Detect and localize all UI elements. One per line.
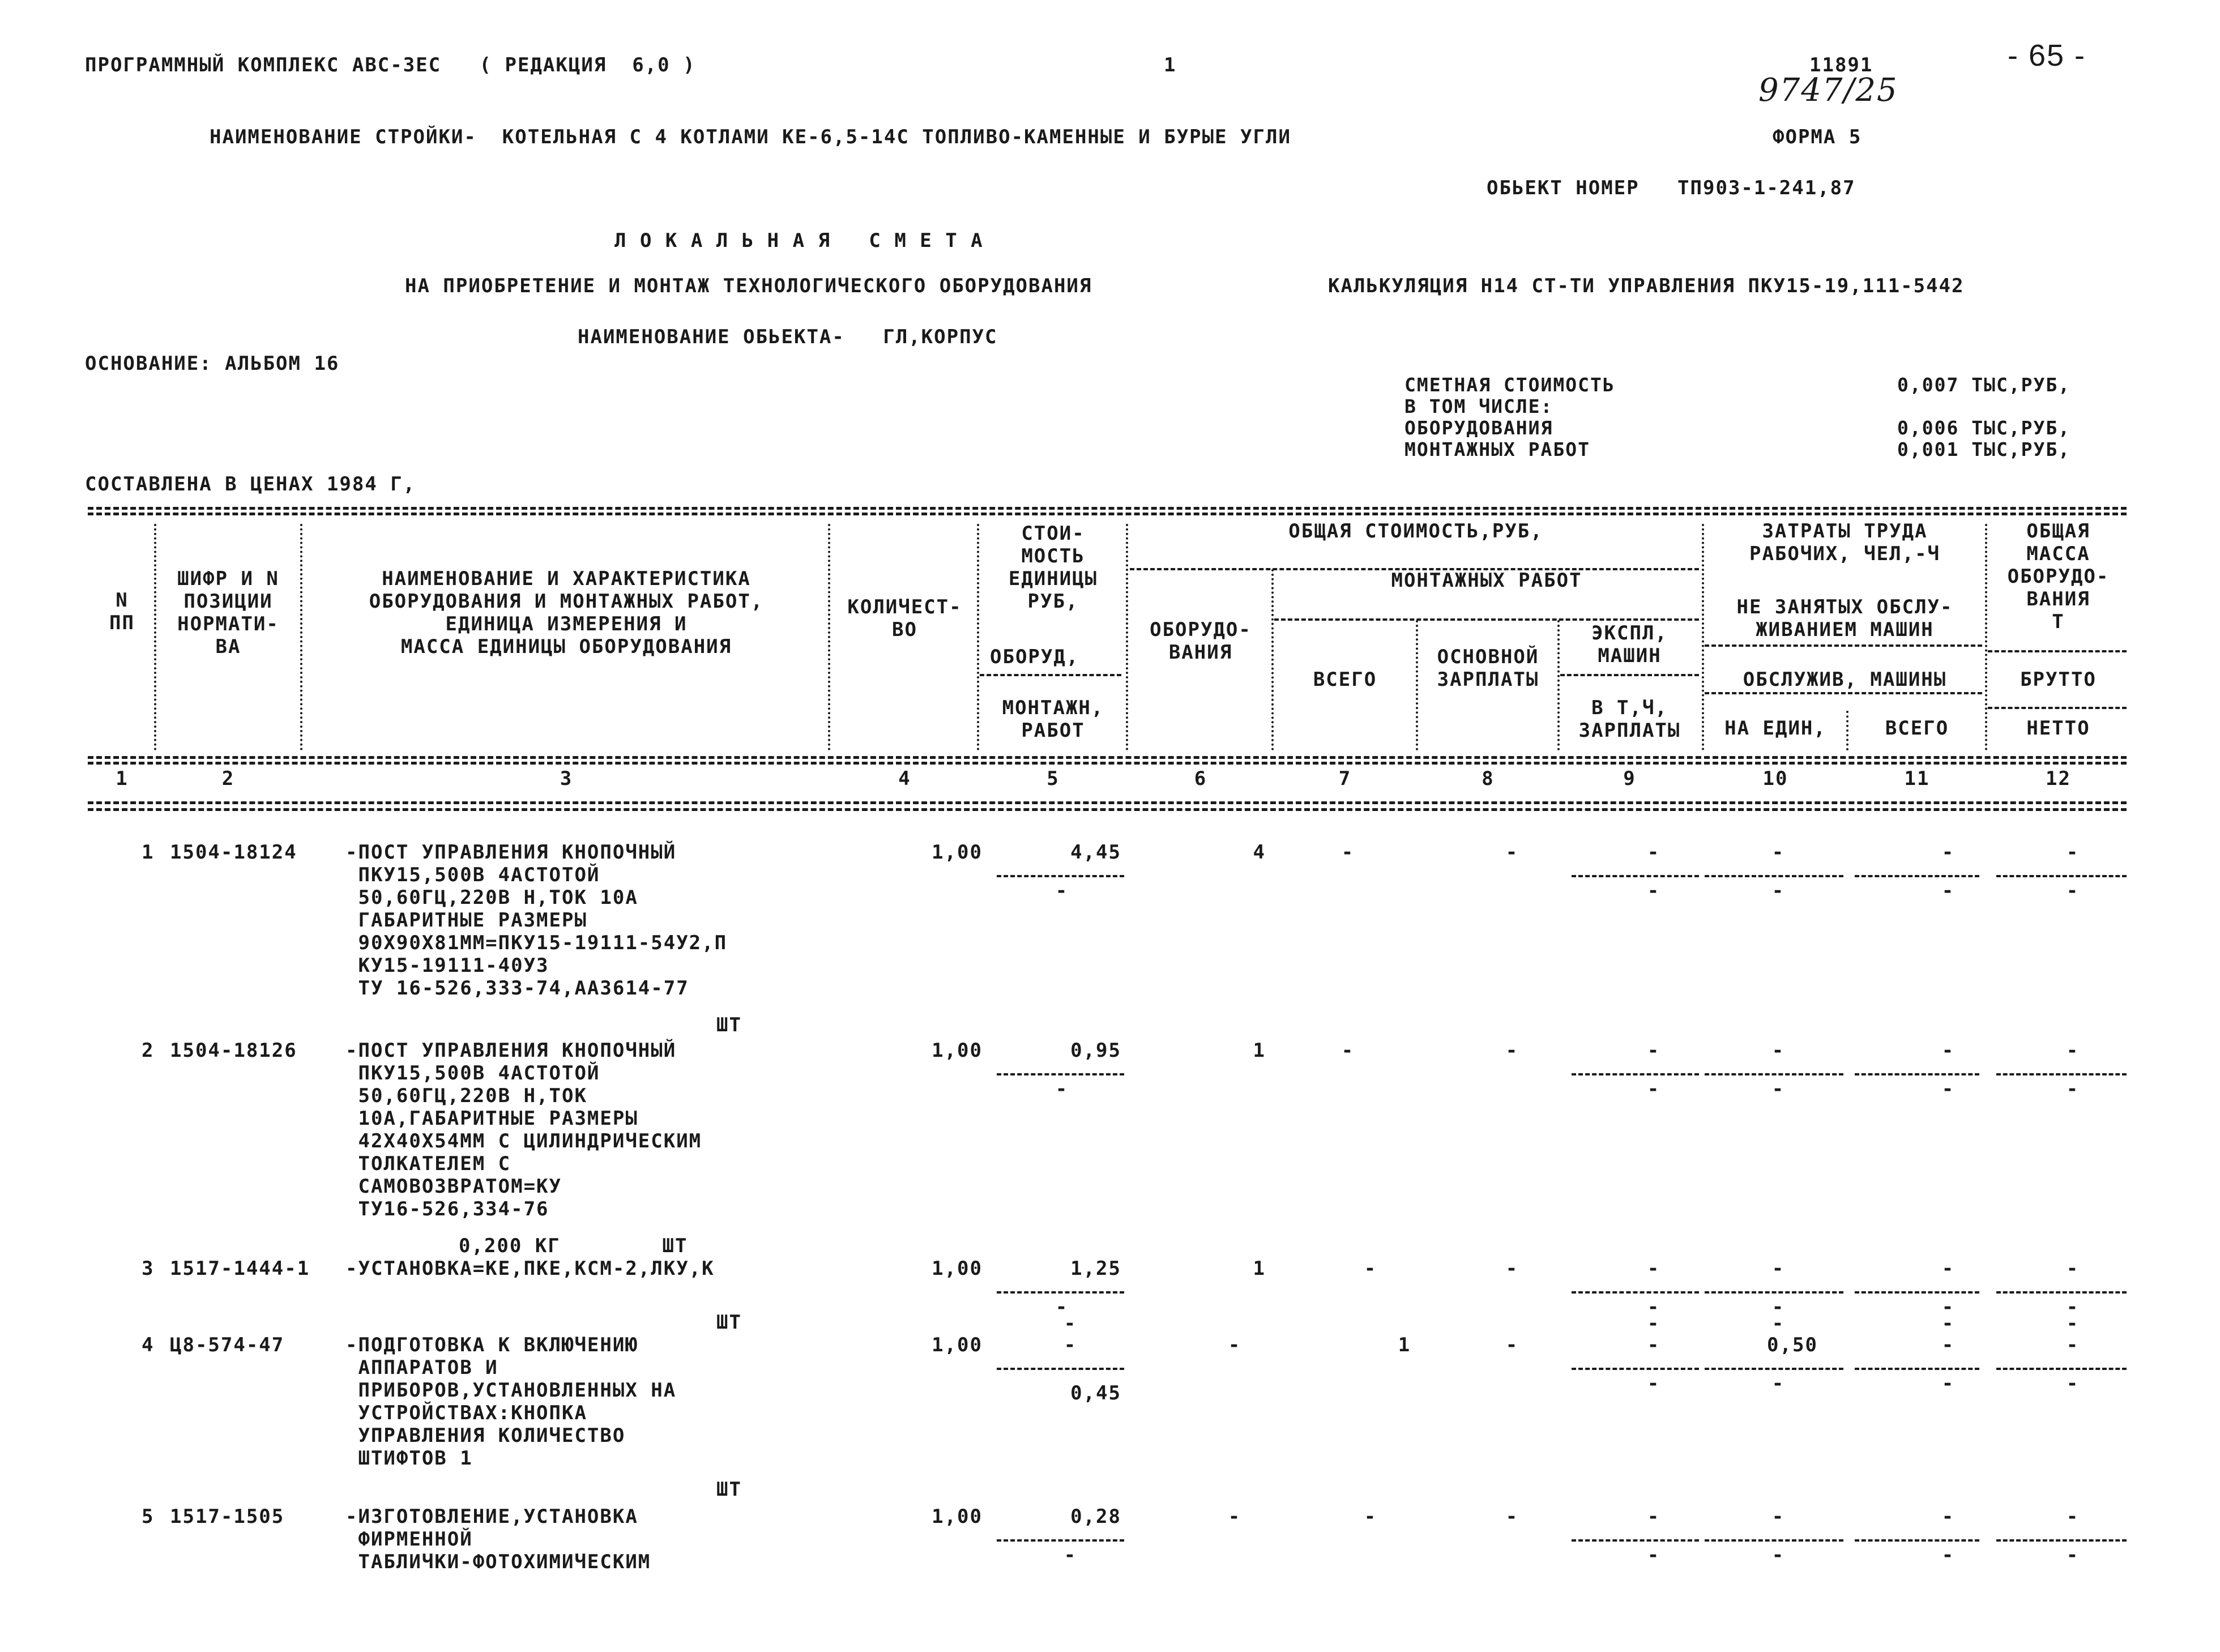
row-labor-per-unit: - <box>1771 1505 1785 1528</box>
column-number: 10 <box>1762 767 1788 790</box>
cell-split <box>1705 1073 1843 1075</box>
cost-value: 0,001 ТЫС,РУБ, <box>1897 438 2071 460</box>
row-qty: 1,00 <box>932 1505 983 1528</box>
col-header-base-salary: ОСНОВНОЙ ЗАРПЛАТЫ <box>1437 646 1539 691</box>
cell-split <box>1705 1539 1843 1542</box>
row-incl-salary: - <box>1647 1372 1660 1395</box>
col-header-total: ВСЕГО <box>1313 668 1377 691</box>
column-number: 7 <box>1338 767 1352 790</box>
col-header-unit-mount: МОНТАЖН, РАБОТ <box>1002 697 1104 742</box>
object-name: НАИМЕНОВАНИЕ ОБЬЕКТА- ГЛ,КОРПУС <box>578 326 998 348</box>
row-labor-per-unit: - <box>1771 1312 1785 1335</box>
column-number: 8 <box>1482 767 1495 790</box>
row-labor-per-unit: - <box>1771 841 1785 864</box>
handwritten-note: 9747/25 <box>1758 72 1898 109</box>
row-number: 5 <box>142 1505 155 1528</box>
price-basis: СОСТАВЛЕНА В ЦЕНАХ 1984 Г, <box>85 473 416 496</box>
cell-split <box>1572 1073 1699 1075</box>
row-code: 1517-1505 <box>170 1505 285 1528</box>
row-base-salary: - <box>1505 1505 1519 1528</box>
row-base-salary: - <box>1505 1334 1519 1356</box>
row-labor-total-machines: - <box>1941 1544 1955 1566</box>
cell-split <box>1996 1073 2127 1075</box>
cost-label: МОНТАЖНЫХ РАБОТ <box>1404 438 1591 460</box>
row-unit: ШТ <box>716 1478 742 1501</box>
column-separator <box>154 524 156 750</box>
column-separator <box>1271 569 1274 750</box>
column-separator <box>1126 524 1128 750</box>
cell-split <box>1855 1539 1979 1542</box>
row-mass-gross: - <box>2066 1334 2080 1356</box>
col-header-num: N ПП <box>109 589 135 634</box>
header-subrule <box>1560 674 1699 676</box>
row-total: 1 <box>1398 1334 1411 1356</box>
col-header-labor-group: ЗАТРАТЫ ТРУДА РАБОЧИХ, ЧЕЛ,-Ч <box>1749 520 1941 565</box>
cell-split <box>997 875 1124 877</box>
row-mass-gross: - <box>2066 841 2080 864</box>
row-base-salary: - <box>1505 841 1519 864</box>
row-labor-per-unit: - <box>1771 1039 1785 1062</box>
cost-label: ОБОРУДОВАНИЯ <box>1404 417 1553 439</box>
row-labor-total: - <box>1941 1334 1955 1356</box>
row-total: - <box>1341 841 1355 864</box>
column-separator <box>1416 620 1418 750</box>
row-machine-ops: - <box>1647 1312 1660 1335</box>
table-row <box>0 1505 2220 1579</box>
col-header-machine-service: ОБСЛУЖИВ, МАШИНЫ <box>1743 668 1947 691</box>
header-subrule <box>1705 644 1982 647</box>
object-number: ОБЬЕКТ НОМЕР ТП903-1-241,87 <box>1487 177 1856 199</box>
row-equipment: 1 <box>1253 1257 1266 1280</box>
row-mass-net: - <box>2066 1544 2080 1566</box>
row-total: - <box>1341 1039 1355 1062</box>
row-unit-cost-mount: - <box>1055 1078 1069 1100</box>
page-number: - 65 - <box>2008 39 2086 72</box>
col-header-mount-group: МОНТАЖНЫХ РАБОТ <box>1391 569 1582 592</box>
cell-split <box>1996 1291 2127 1294</box>
col-header-net: НЕТТО <box>2026 717 2090 740</box>
row-base-salary: - <box>1505 1039 1519 1062</box>
cell-split <box>997 1368 1124 1370</box>
cell-split <box>1705 1291 1843 1294</box>
row-unit-cost-mount: - <box>1055 880 1069 902</box>
column-separator <box>977 524 979 750</box>
cell-split <box>997 1539 1124 1542</box>
table-row <box>0 841 2220 1034</box>
calculation-ref: КАЛЬКУЛЯЦИЯ Н14 СТ-ТИ УПРАВЛЕНИЯ ПКУ15-19,111-5442 <box>1328 275 1965 297</box>
table-top-rule <box>88 513 2127 515</box>
row-unit-cost-equip: - <box>1064 1334 1077 1356</box>
cell-split <box>1855 1073 1979 1075</box>
row-machine-ops: - <box>1647 1257 1660 1280</box>
table-row <box>0 1257 2220 1334</box>
row-qty: 1,00 <box>932 1039 983 1062</box>
col-header-total-group: ОБЩАЯ СТОИМОСТЬ,РУБ, <box>1288 520 1543 543</box>
column-number: 11 <box>1904 767 1930 790</box>
cell-split <box>1855 1291 1979 1294</box>
cell-split <box>1855 1368 1979 1370</box>
cell-split <box>1572 875 1699 877</box>
row-unit-cost-mount: - <box>1055 1296 1069 1318</box>
column-number: 12 <box>2046 767 2071 790</box>
row-labor-total: - <box>1941 1257 1955 1280</box>
col-header-unit-cost: СТОИ- МОСТЬ ЕДИНИЦЫ РУБ, <box>1008 522 1098 613</box>
row-code: 1517-1444-1 <box>170 1257 310 1280</box>
column-number: 9 <box>1623 767 1636 790</box>
cell-split <box>997 1073 1124 1075</box>
row-machine-ops: - <box>1647 841 1660 864</box>
page-title: Л О К А Л Ь Н А Я С М Е Т А <box>614 229 984 252</box>
row-name: -УСТАНОВКА=КЕ,ПКЕ,КСМ-2,ЛКУ,К <box>345 1257 715 1280</box>
row-number: 3 <box>142 1257 155 1280</box>
column-number: 1 <box>116 767 129 790</box>
col-header-name: НАИМЕНОВАНИЕ И ХАРАКТЕРИСТИКА ОБОРУДОВАНИЯ И МОНТАЖНЫХ РАБОТ, ЕДИНИЦА ИЗМЕРЕНИЯ И МАССА ЕДИНИЦЫ ОБОРУДОВАНИЯ <box>369 567 764 658</box>
cell-split <box>997 1291 1124 1294</box>
row-labor-per-unit-machines: - <box>1771 1296 1785 1318</box>
column-number: 6 <box>1194 767 1207 790</box>
row-mass-gross: - <box>2066 1257 2080 1280</box>
row-incl-salary: - <box>1647 1544 1660 1566</box>
row-mass-gross: - <box>2066 1505 2080 1528</box>
column-number: 4 <box>898 767 911 790</box>
row-mass-net: - <box>2066 1372 2080 1395</box>
col-header-equipment: ОБОРУДО- ВАНИЯ <box>1150 618 1252 664</box>
column-separator <box>828 524 830 750</box>
row-labor-total: - <box>1941 841 1955 864</box>
cell-split <box>1705 875 1843 877</box>
header-bottom-rule <box>88 762 2127 765</box>
row-unit: 0,200 КГ ШТ <box>459 1235 688 1257</box>
row-unit-cost-mount: 0,45 <box>1070 1382 1121 1405</box>
row-labor-per-unit-machines: - <box>1771 880 1785 902</box>
row-labor-total: - <box>1941 1039 1955 1062</box>
col-header-not-machines: НЕ ЗАНЯТЫХ ОБСЛУ- ЖИВАНИЕМ МАШИН <box>1736 596 1953 641</box>
row-unit: ШТ <box>716 1014 742 1036</box>
header-subrule <box>980 674 1121 676</box>
col-header-mass: ОБЩАЯ МАССА ОБОРУДО- ВАНИЯ Т <box>2007 520 2110 633</box>
cost-label: В ТОМ ЧИСЛЕ: <box>1404 395 1553 417</box>
row-total: - <box>1364 1257 1377 1280</box>
row-labor-per-unit-machines: - <box>1771 1078 1785 1100</box>
row-incl-salary: - <box>1647 1296 1660 1318</box>
row-equipment: - <box>1228 1334 1241 1356</box>
row-number: 2 <box>142 1039 155 1062</box>
row-unit-cost-equip: 4,45 <box>1070 841 1121 864</box>
row-unit-cost-equip: 1,25 <box>1070 1257 1121 1280</box>
cost-value: 0,007 ТЫС,РУБ, <box>1897 374 2071 396</box>
column-number: 2 <box>221 767 235 790</box>
row-labor-per-unit: - <box>1771 1257 1785 1280</box>
row-base-salary: - <box>1505 1257 1519 1280</box>
column-separator <box>300 524 302 750</box>
cell-split <box>1572 1291 1699 1294</box>
table-row <box>0 1312 2220 1501</box>
row-unit: ШТ <box>716 1311 742 1334</box>
row-mass-net: - <box>2066 1296 2080 1318</box>
header-subrule <box>1988 650 2127 652</box>
construction-name: НАИМЕНОВАНИЕ СТРОЙКИ- КОТЕЛЬНАЯ С 4 КОТЛАМИ КЕ-6,5-14С ТОПЛИВО-КАМЕННЫЕ И БУРЫЕ УГЛИ <box>210 126 1291 148</box>
row-labor-per-unit: 0,50 <box>1767 1334 1818 1356</box>
cell-split <box>1705 1368 1843 1370</box>
row-code: Ц8-574-47 <box>170 1334 285 1356</box>
header-subrule <box>1988 707 2127 709</box>
col-header-gross: БРУТТО <box>2020 668 2097 691</box>
column-separator <box>1702 524 1704 750</box>
row-name: -ПОСТ УПРАВЛЕНИЯ КНОПОЧНЫЙ ПКУ15,500В 4АСТОТОЙ 50,60ГЦ,220В Н,ТОК 10А ГАБАРИТНЫЕ РАЗМЕРЫ 90Х90Х81ММ=ПКУ15-19111-54У2,П КУ15-19111-40У3 ТУ 16-526,333-74,АА3614-77 <box>345 841 728 1000</box>
row-name: -ПОСТ УПРАВЛЕНИЯ КНОПОЧНЫЙ ПКУ15,500В 4АСТОТОЙ 50,60ГЦ,220В Н,ТОК 10А,ГАБАРИТНЫЕ РАЗМЕРЫ 42Х40Х54ММ С ЦИЛИНДРИЧЕСКИМ ТОЛКАТЕЛЕМ С САМОВОЗВРАТОМ=КУ ТУ16-526,334-76 <box>345 1039 702 1220</box>
row-mass-net: - <box>2066 880 2080 902</box>
row-equipment: - <box>1228 1505 1241 1528</box>
row-unit-cost-equip: - <box>1064 1312 1077 1335</box>
column-number-rule <box>88 801 2127 804</box>
table-row <box>0 1039 2220 1257</box>
cell-split <box>1572 1539 1699 1542</box>
row-mass-gross: - <box>2066 1312 2080 1335</box>
column-number: 5 <box>1047 767 1060 790</box>
column-separator <box>1846 711 1848 750</box>
row-number: 4 <box>142 1334 155 1356</box>
row-number: 1 <box>142 841 155 864</box>
document-code: 11891 <box>1809 54 1873 76</box>
row-unit-cost-mount: - <box>1064 1544 1077 1566</box>
row-labor-per-unit-machines: - <box>1771 1544 1785 1566</box>
cell-split <box>1572 1368 1699 1370</box>
col-header-unit-equip: ОБОРУД, <box>990 646 1079 668</box>
cell-split <box>1855 875 1979 877</box>
table-top-rule <box>88 507 2127 510</box>
row-qty: 1,00 <box>932 1334 983 1356</box>
col-header-per-unit: НА ЕДИН, <box>1724 717 1826 740</box>
row-code: 1504-18126 <box>170 1039 297 1062</box>
cost-label: СМЕТНАЯ СТОИМОСТЬ <box>1404 374 1615 396</box>
row-unit-cost-equip: 0,28 <box>1070 1505 1121 1528</box>
row-labor-total-machines: - <box>1941 880 1955 902</box>
row-qty: 1,00 <box>932 1257 983 1280</box>
row-name: -ПОДГОТОВКА К ВКЛЮЧЕНИЮ АППАРАТОВ И ПРИБОРОВ,УСТАНОВЛЕННЫХ НА УСТРОЙСТВАХ:КНОПКА УПРАВЛЕНИЯ КОЛИЧЕСТВО ШТИФТОВ 1 <box>345 1334 677 1470</box>
row-mass-net: - <box>2066 1078 2080 1100</box>
row-machine-ops: - <box>1647 1505 1660 1528</box>
program-name: ПРОГРАММНЫЙ КОМПЛЕКС АВС-3ЕС ( РЕДАКЦИЯ 6,0 ) <box>85 54 696 76</box>
column-separator <box>1985 524 1987 750</box>
row-equipment: 4 <box>1253 841 1266 864</box>
row-equipment: 1 <box>1253 1039 1266 1062</box>
cost-value: 0,006 ТЫС,РУБ, <box>1897 417 2071 439</box>
col-header-qty: КОЛИЧЕСТ- ВО <box>847 596 962 641</box>
row-labor-total-machines: - <box>1941 1372 1955 1395</box>
cell-split <box>1996 1539 2127 1542</box>
header-subrule <box>1705 692 1982 694</box>
row-code: 1504-18124 <box>170 841 297 864</box>
column-number-rule <box>88 808 2127 811</box>
row-name: -ИЗГОТОВЛЕНИЕ,УСТАНОВКА ФИРМЕННОЙ ТАБЛИЧКИ-ФОТОХИМИЧЕСКИМ <box>345 1505 651 1573</box>
page-subtitle: НА ПРИОБРЕТЕНИЕ И МОНТАЖ ТЕХНОЛОГИЧЕСКОГО ОБОРУДОВАНИЯ <box>405 275 1092 297</box>
row-total: - <box>1364 1505 1377 1528</box>
column-separator <box>1557 620 1560 750</box>
cell-split <box>1996 875 2127 877</box>
col-header-incl-salary: В Т,Ч, ЗАРПЛАТЫ <box>1578 697 1681 742</box>
row-labor-total: - <box>1941 1312 1955 1335</box>
row-machine-ops: - <box>1647 1039 1660 1062</box>
form-number: ФОРМА 5 <box>1773 126 1862 148</box>
row-incl-salary: - <box>1647 1078 1660 1100</box>
row-labor-total-machines: - <box>1941 1296 1955 1318</box>
row-labor-total-machines: - <box>1941 1078 1955 1100</box>
sheet-number: 1 <box>1164 54 1177 76</box>
row-machine-ops: - <box>1647 1334 1660 1356</box>
row-labor-per-unit-machines: - <box>1771 1372 1785 1395</box>
cell-split <box>1996 1368 2127 1370</box>
row-incl-salary: - <box>1647 880 1660 902</box>
row-unit-cost-equip: 0,95 <box>1070 1039 1121 1062</box>
row-mass-gross: - <box>2066 1039 2080 1062</box>
header-bottom-rule <box>88 756 2127 759</box>
col-header-labor-total: ВСЕГО <box>1885 717 1949 740</box>
basis: ОСНОВАНИЕ: АЛЬБОМ 16 <box>85 352 340 375</box>
column-number: 3 <box>560 767 573 790</box>
header-subrule <box>1274 618 1699 621</box>
col-header-code: ШИФР И N ПОЗИЦИИ НОРМАТИ- ВА <box>177 567 279 658</box>
col-header-machine-ops: ЭКСПЛ, МАШИН <box>1591 622 1668 667</box>
row-qty: 1,00 <box>932 841 983 864</box>
row-labor-total: - <box>1941 1505 1955 1528</box>
